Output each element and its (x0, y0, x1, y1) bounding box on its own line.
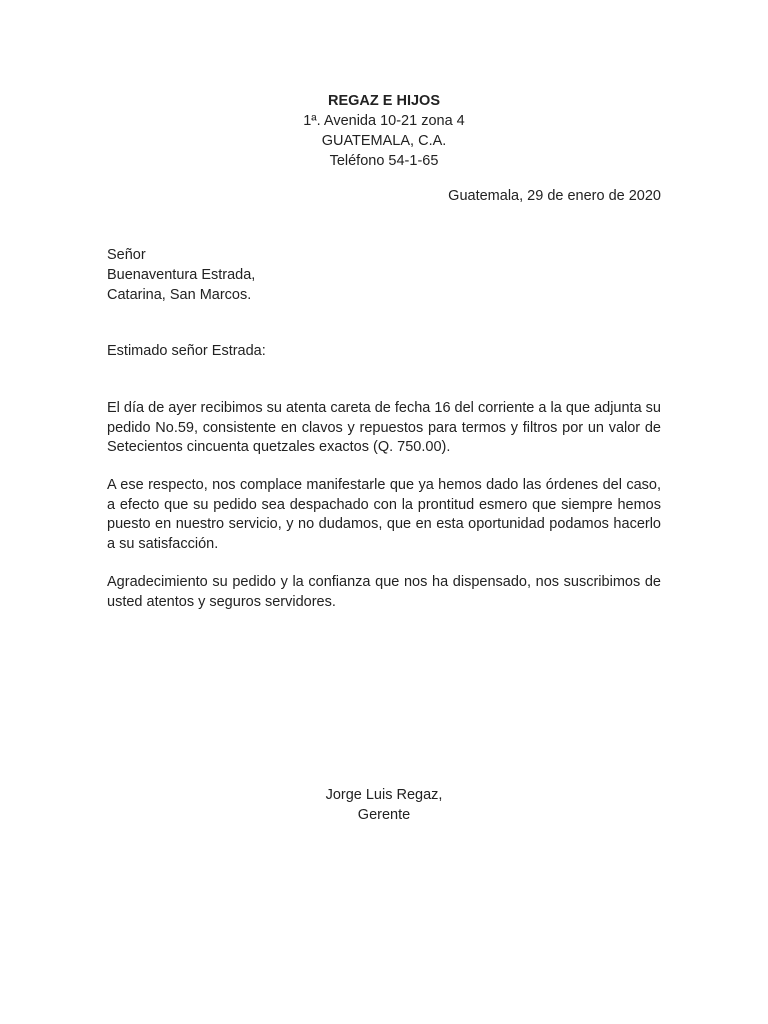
company-name: REGAZ E HIJOS (328, 93, 440, 109)
body-paragraph-1: El día de ayer recibimos su atenta careta de fecha 16 del corriente a la que adjunta su pedido No.59, consistente en clavos y repuestos para termos y filtros por un valor de Setecientos cincuenta quetzales exactos (Q. 750.00). (107, 400, 661, 455)
body-paragraph-2: A ese respecto, nos complace manifestarle que ya hemos dado las órdenes del caso, a efecto que su pedido sea despachado con la prontitud esmero que siempre hemos puesto en nuestro servicio, y no dudamos, que en esta oportunidad podamos hacerlo a su satisfacción. (107, 477, 661, 552)
company-city: GUATEMALA, C.A. (321, 133, 447, 149)
recipient-block (107, 245, 661, 305)
letterhead (0, 91, 768, 171)
signature-block (0, 785, 768, 825)
signer-position: Gerente (357, 807, 411, 823)
recipient-title: Señor (107, 247, 146, 263)
recipient-name: Buenaventura Estrada, (107, 267, 256, 283)
company-phone: Teléfono 54-1-65 (329, 153, 439, 169)
body-paragraph-3: Agradecimiento su pedido y la confianza que nos ha dispensado, nos suscribimos de usted atentos y seguros servidores. (107, 574, 661, 610)
salutation: Estimado señor Estrada: (107, 343, 266, 359)
company-address: 1ª. Avenida 10-21 zona 4 (303, 113, 465, 129)
date-line: Guatemala, 29 de enero de 2020 (448, 188, 661, 204)
signer-name: Jorge Luis Regaz, (325, 787, 443, 803)
recipient-location: Catarina, San Marcos. (107, 287, 252, 303)
